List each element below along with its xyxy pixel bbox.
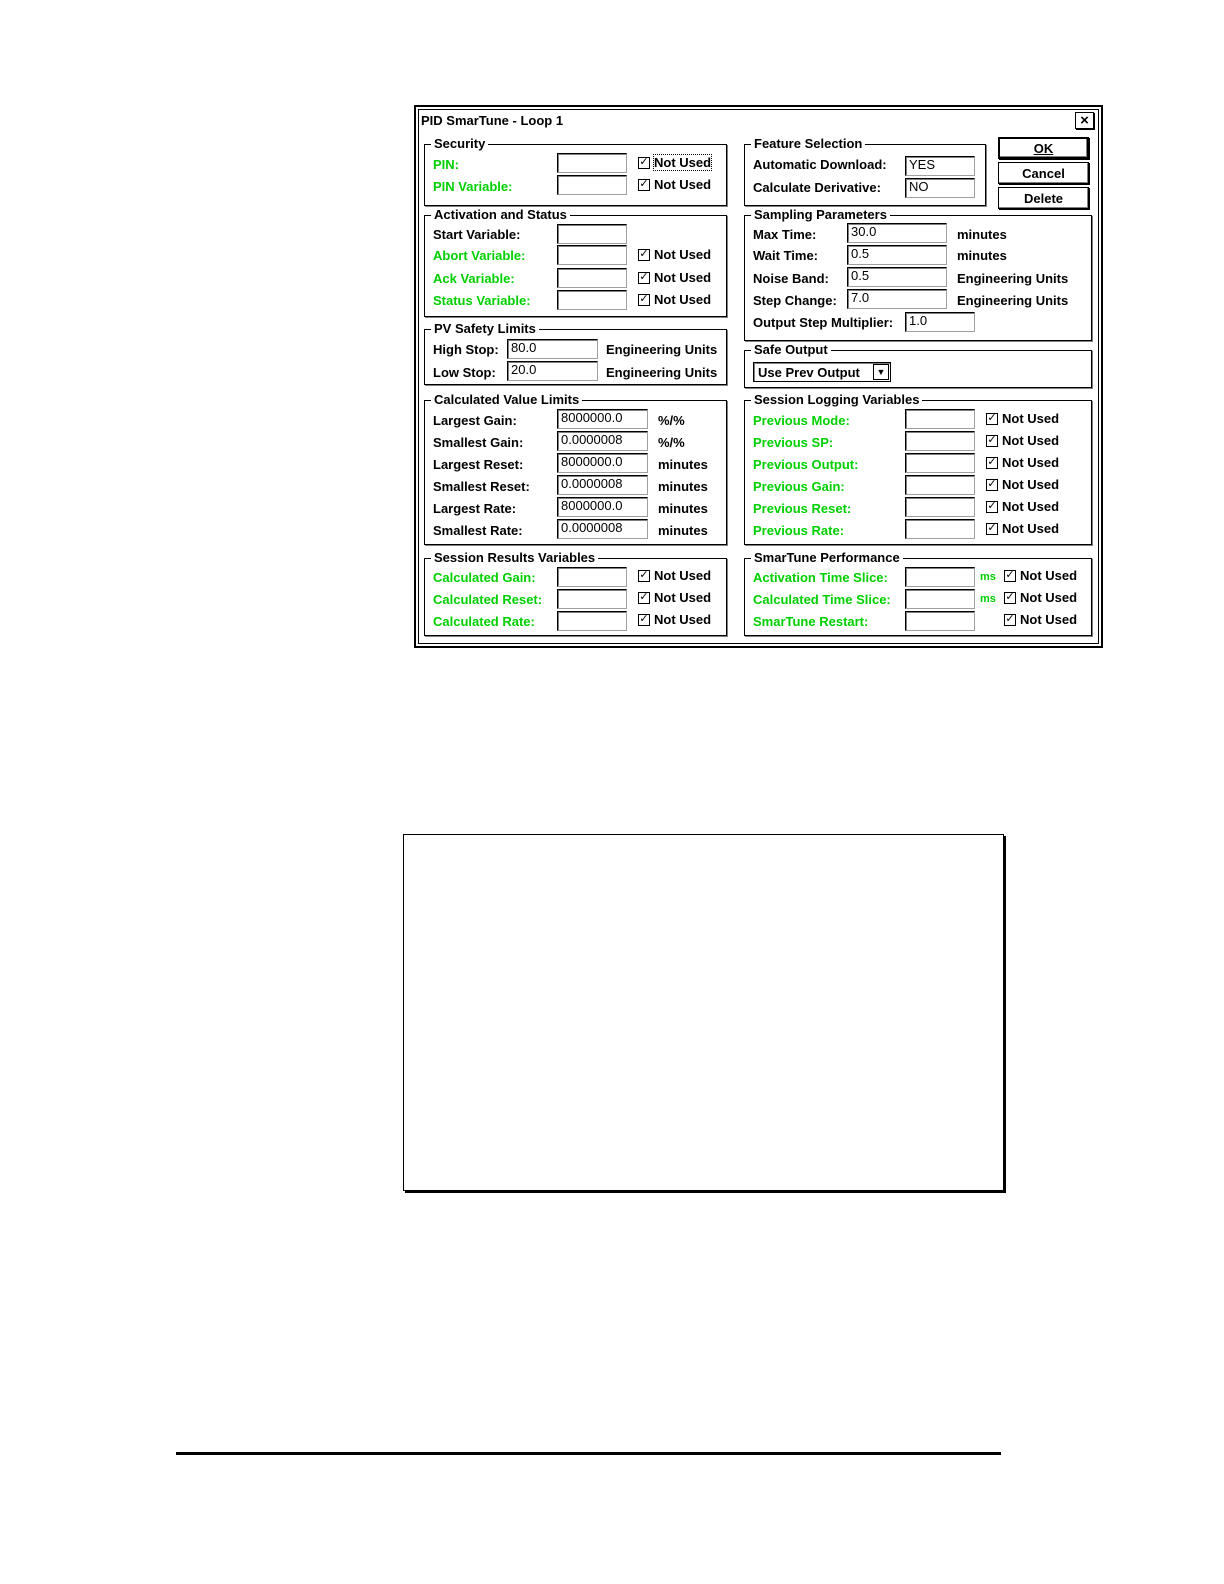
smallest-rate-label: Smallest Rate:	[433, 523, 523, 538]
checkbox-checked-icon: ✓	[639, 248, 649, 260]
previous-rate-label: Previous Rate:	[753, 523, 845, 538]
calculated-slice-unit: ms	[980, 593, 996, 605]
activation-slice-unit: ms	[980, 571, 996, 583]
cancel-button[interactable]	[998, 162, 1089, 184]
checkbox-label: Not Used	[1002, 455, 1060, 470]
cancel-button-label: Cancel	[1022, 165, 1065, 181]
largest-rate-input[interactable]: 8000000.0	[557, 497, 648, 517]
calculated-gain-not-used-checkbox[interactable]	[638, 568, 711, 583]
safe-output-title: Safe Output	[751, 342, 831, 358]
pin-variable-input[interactable]	[557, 175, 627, 195]
noise-band-label: Noise Band:	[753, 271, 829, 286]
noise-band-input[interactable]: 0.5	[847, 267, 947, 287]
feature-title: Feature Selection	[751, 136, 865, 152]
output-multiplier-input[interactable]: 1.0	[905, 312, 975, 332]
calculated-rate-input[interactable]	[557, 611, 627, 631]
delete-button[interactable]	[998, 187, 1089, 209]
smallest-rate-input[interactable]: 0.0000008	[557, 519, 648, 539]
calculated-rate-label: Calculated Rate:	[433, 614, 535, 629]
restart-not-used-checkbox[interactable]	[1004, 612, 1077, 627]
checkbox-checked-icon: ✓	[639, 613, 649, 625]
delete-button-label: Delete	[1023, 190, 1064, 206]
calculated-rate-not-used-checkbox[interactable]	[638, 612, 711, 627]
calculated-gain-input[interactable]	[557, 567, 627, 587]
status-variable-input[interactable]	[557, 290, 627, 310]
ok-button[interactable]	[998, 137, 1089, 159]
checkbox-label: Not Used	[1002, 433, 1060, 448]
low-stop-input[interactable]: 20.0	[507, 361, 598, 381]
checkbox-label: Not Used	[654, 247, 712, 262]
close-icon: ×	[1080, 112, 1089, 129]
smallest-reset-label: Smallest Reset:	[433, 479, 530, 494]
calculated-slice-label: Calculated Time Slice:	[753, 592, 891, 607]
checkbox-checked-icon: ✓	[639, 271, 649, 283]
checkbox-label: Not Used	[654, 155, 712, 170]
pin-input[interactable]	[557, 153, 627, 173]
largest-gain-unit: %/%	[658, 413, 685, 428]
largest-reset-unit: minutes	[658, 457, 708, 472]
previous-gain-label: Previous Gain:	[753, 479, 845, 494]
calculated-reset-label: Calculated Reset:	[433, 592, 543, 607]
smallest-gain-input[interactable]: 0.0000008	[557, 431, 648, 451]
auto-download-input[interactable]: YES	[905, 156, 975, 176]
restart-label: SmarTune Restart:	[753, 614, 869, 629]
previous-rate-input[interactable]	[905, 519, 975, 539]
previous-gain-not-used-checkbox[interactable]	[986, 477, 1059, 492]
previous-reset-label: Previous Reset:	[753, 501, 852, 516]
checkbox-checked-icon: ✓	[639, 591, 649, 603]
high-stop-label: High Stop:	[433, 342, 499, 357]
ack-variable-input[interactable]	[557, 268, 627, 288]
start-variable-input[interactable]	[557, 224, 627, 244]
smallest-reset-input[interactable]: 0.0000008	[557, 475, 648, 495]
pin-variable-label: PIN Variable:	[433, 179, 513, 194]
smallest-rate-unit: minutes	[658, 523, 708, 538]
pin-not-used-checkbox[interactable]	[638, 155, 711, 170]
pin-label: PIN:	[433, 157, 459, 172]
checkbox-label: Not Used	[654, 270, 712, 285]
calculated-slice-input[interactable]	[905, 589, 975, 609]
calc-limits-title: Calculated Value Limits	[431, 392, 582, 408]
checkbox-checked-icon: ✓	[987, 434, 997, 446]
ok-button-label: OK	[1033, 140, 1054, 156]
largest-reset-label: Largest Reset:	[433, 457, 524, 472]
abort-variable-label: Abort Variable:	[433, 248, 526, 263]
checkbox-checked-icon: ✓	[639, 569, 649, 581]
max-time-input[interactable]: 30.0	[847, 223, 947, 243]
chevron-down-icon[interactable]: ▼	[873, 364, 889, 380]
safe-output-select[interactable]	[753, 362, 891, 382]
empty-frame	[403, 834, 1004, 1191]
step-change-input[interactable]: 7.0	[847, 289, 947, 309]
previous-output-input[interactable]	[905, 453, 975, 473]
safe-output-selected: Use Prev Output	[758, 364, 860, 380]
abort-variable-input[interactable]	[557, 245, 627, 265]
ack-variable-label: Ack Variable:	[433, 271, 515, 286]
session-results-title: Session Results Variables	[431, 550, 598, 566]
calc-derivative-input[interactable]: NO	[905, 178, 975, 198]
checkbox-label: Not Used	[654, 568, 712, 583]
previous-mode-input[interactable]	[905, 409, 975, 429]
low-stop-units: Engineering Units	[606, 365, 718, 380]
step-change-unit: Engineering Units	[957, 293, 1069, 308]
checkbox-checked-icon: ✓	[639, 293, 649, 305]
previous-mode-not-used-checkbox[interactable]	[986, 411, 1059, 426]
wait-time-input[interactable]: 0.5	[847, 245, 947, 265]
activation-slice-label: Activation Time Slice:	[753, 570, 888, 585]
checkbox-label: Not Used	[1002, 521, 1060, 536]
wait-time-label: Wait Time:	[753, 248, 819, 263]
checkbox-label: Not Used	[1020, 612, 1078, 627]
checkbox-label: Not Used	[1020, 590, 1078, 605]
checkbox-checked-icon: ✓	[987, 500, 997, 512]
calculated-reset-input[interactable]	[557, 589, 627, 609]
auto-download-label: Automatic Download:	[753, 157, 887, 172]
restart-input[interactable]	[905, 611, 975, 631]
previous-rate-not-used-checkbox[interactable]	[986, 521, 1059, 536]
status-not-used-checkbox[interactable]	[638, 292, 711, 307]
previous-output-not-used-checkbox[interactable]	[986, 455, 1059, 470]
checkbox-checked-icon: ✓	[1005, 569, 1015, 581]
previous-sp-label: Previous SP:	[753, 435, 834, 450]
smallest-reset-unit: minutes	[658, 479, 708, 494]
checkbox-label: Not Used	[1002, 477, 1060, 492]
activation-slice-input[interactable]	[905, 567, 975, 587]
calculated-reset-not-used-checkbox[interactable]	[638, 590, 711, 605]
checkbox-label: Not Used	[654, 177, 712, 192]
checkbox-checked-icon: ✓	[987, 456, 997, 468]
checkbox-checked-icon: ✓	[1005, 613, 1015, 625]
high-stop-input[interactable]: 80.0	[507, 339, 598, 359]
low-stop-label: Low Stop:	[433, 365, 496, 380]
previous-sp-input[interactable]	[905, 431, 975, 451]
checkbox-checked-icon: ✓	[987, 522, 997, 534]
pin-variable-not-used-checkbox[interactable]	[638, 177, 711, 192]
pv-limits-title: PV Safety Limits	[431, 321, 539, 337]
output-multiplier-label: Output Step Multiplier:	[753, 315, 894, 330]
checkbox-checked-icon: ✓	[639, 156, 649, 168]
max-time-unit: minutes	[957, 227, 1007, 242]
checkbox-label: Not Used	[654, 590, 712, 605]
step-change-label: Step Change:	[753, 293, 837, 308]
abort-not-used-checkbox[interactable]	[638, 247, 711, 262]
checkbox-label: Not Used	[1020, 568, 1078, 583]
checkbox-label: Not Used	[1002, 411, 1060, 426]
largest-rate-unit: minutes	[658, 501, 708, 516]
largest-reset-input[interactable]: 8000000.0	[557, 453, 648, 473]
calculated-gain-label: Calculated Gain:	[433, 570, 536, 585]
previous-output-label: Previous Output:	[753, 457, 859, 472]
performance-title: SmarTune Performance	[751, 550, 903, 566]
checkbox-label: Not Used	[654, 292, 712, 307]
status-variable-label: Status Variable:	[433, 293, 531, 308]
high-stop-units: Engineering Units	[606, 342, 718, 357]
noise-band-unit: Engineering Units	[957, 271, 1069, 286]
previous-mode-label: Previous Mode:	[753, 413, 850, 428]
previous-sp-not-used-checkbox[interactable]	[986, 433, 1059, 448]
largest-gain-input[interactable]: 8000000.0	[557, 409, 648, 429]
activation-slice-not-used-checkbox[interactable]	[1004, 568, 1077, 583]
previous-reset-not-used-checkbox[interactable]	[986, 499, 1059, 514]
checkbox-label: Not Used	[1002, 499, 1060, 514]
checkbox-checked-icon: ✓	[987, 412, 997, 424]
logging-title: Session Logging Variables	[751, 392, 922, 408]
checkbox-checked-icon: ✓	[639, 178, 649, 190]
max-time-label: Max Time:	[753, 227, 817, 242]
previous-reset-input[interactable]	[905, 497, 975, 517]
calculated-slice-not-used-checkbox[interactable]	[1004, 590, 1077, 605]
sampling-title: Sampling Parameters	[751, 207, 890, 223]
calc-derivative-label: Calculate Derivative:	[753, 180, 881, 195]
smallest-gain-unit: %/%	[658, 435, 685, 450]
smallest-gain-label: Smallest Gain:	[433, 435, 524, 450]
checkbox-checked-icon: ✓	[987, 478, 997, 490]
activation-title: Activation and Status	[431, 207, 570, 223]
checkbox-label: Not Used	[654, 612, 712, 627]
dialog-title: PID SmarTune - Loop 1	[421, 113, 564, 128]
largest-rate-label: Largest Rate:	[433, 501, 517, 516]
footer-rule	[176, 1452, 1001, 1455]
start-variable-label: Start Variable:	[433, 227, 521, 242]
ack-not-used-checkbox[interactable]	[638, 270, 711, 285]
security-title: Security	[431, 136, 488, 152]
checkbox-checked-icon: ✓	[1005, 591, 1015, 603]
previous-gain-input[interactable]	[905, 475, 975, 495]
wait-time-unit: minutes	[957, 248, 1007, 263]
close-button[interactable]	[1075, 112, 1094, 129]
largest-gain-label: Largest Gain:	[433, 413, 517, 428]
